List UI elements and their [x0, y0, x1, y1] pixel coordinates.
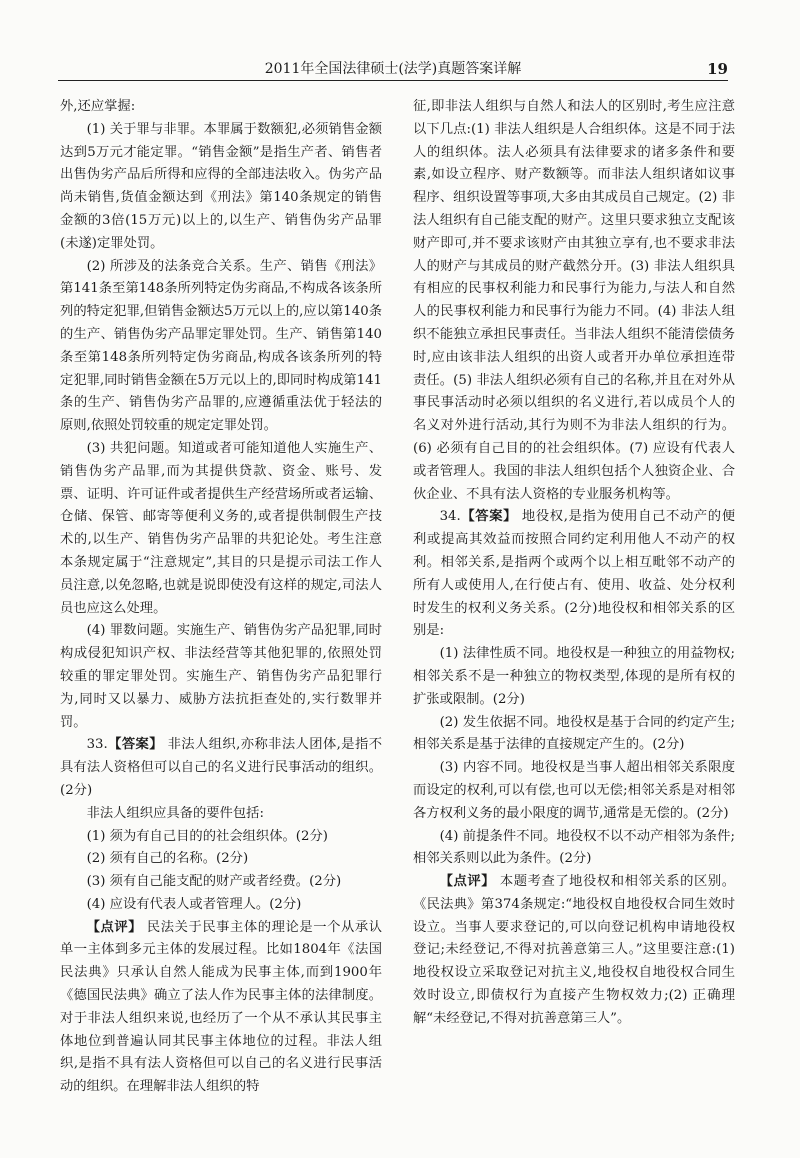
continued-paragraph: 征,即非法人组织与自然人和法人的区别时,考生应注意以下几点:(1) 非法人组织是人合组织体。这是不同于法人的组织体。法人必须具有法律要求的诸多条件和要素,如设立程序、财产数额等。而非法人组织诸如议事程序、组织设置等事项,大多由其成员自己规定。(2) 非法人组织有自己能支配的财产。这里只要求独立支配该财产即可,并不要求该财产由其独立享有,也不要求非法人的财产与其成员的财产截然分开。(3) 非法人组织具有相应的民事权利能力和民事行为能力,与法人和自然人的民事权利能力和民事行为能力不同。(4) 非法人组织不能独立承担民事责任。当非法人组织不能清偿债务时,应由该非法人组织的出资人或者开办单位承担连带责任。(5) 非法人组织必须有自己的名称,并且在对外从事民事活动时必须以组织的名义进行,若以成员个人的名义对外进行活动,其行为则不为非法人组织的行为。(6) 必须有自己目的的社会组织体。(7) 应设有代表人或者管理人。我国的非法人组织包括个人独资企业、合伙企业、不具有法人资格的专业服务机构等。 [413, 99, 735, 502]
body-paragraph: (1) 须为有自己目的的社会组织体。(2分) [86, 828, 328, 844]
body-paragraph: (2) 须有自己的名称。(2分) [86, 851, 249, 867]
body-paragraph: (2) 所涉及的法条竞合关系。生产、销售《刑法》第141条至第148条所列特定伪劣商品,不构成各该条所列的特定犯罪,但销售金额达5万元以上的,应以第140条的生产、销售伪劣产品罪定罪处罚。生产、销售第140条至第148条所列特定伪劣商品,构成各该条所列的特定犯罪,同时销售金额在5万元以上的,即同时构成第141条的生产、销售伪劣产品罪的,应遵循重法优于轻法的原则,依照处罚较重的规定定罪处罚。 [60, 258, 382, 434]
question-number: 33. [86, 737, 108, 753]
section-tag: 【答案】 [107, 737, 163, 753]
continued-paragraph: 外,还应掌握: [60, 99, 136, 114]
body-paragraph: (4) 应设有代表人或者管理人。(2分) [86, 896, 302, 912]
body-paragraph: (4) 罪数问题。实施生产、销售伪劣产品犯罪,同时构成侵犯知识产权、非法经营等其他犯罪的,依照处罚较重的罪定罪处罚。实施生产、销售伪劣产品犯罪行为,同时又以暴力、威胁方法抗拒查处的,实行数罪并罚。 [60, 623, 382, 730]
body-paragraph: (3) 共犯问题。知道或者可能知道他人实施生产、销售伪劣产品罪,而为其提供贷款、资金、账号、发票、证明、许可证件或者提供生产经营场所或者运输、仓储、保管、邮寄等便利义务的,或者提供制假生产技术的,以生产、销售伪劣产品罪的共犯论处。考生注意本条规定属于“注意规定”,其目的只是提示司法工作人员注意,以免忽略,也就是说即使没有这样的规定,司法人员也应这么处理。 [60, 440, 382, 616]
body-paragraph: (1) 法律性质不同。地役权是一种独立的用益物权;相邻关系不是一种独立的物权类型,体现的是所有权的扩张或限制。(2分) [413, 646, 735, 707]
section-tag: 【点评】 [86, 919, 143, 935]
body-paragraph: (2) 发生依据不同。地役权是基于合同的约定产生;相邻关系是基于法律的直接规定产生的。(2分) [413, 714, 735, 753]
paragraph-text: 地役权,是指为使用自己不动产的便利或提高其效益而按照合同约定利用他人不动产的权利。相邻关系,是指两个或两个以上相互毗邻不动产的所有人或使用人,在行使占有、使用、收益、处分权利时发生的权利义务关系。(2分)地役权和相邻关系的区别是: [413, 509, 736, 639]
comment-paragraph [413, 871, 735, 1031]
section-tag: 【点评】 [439, 874, 496, 890]
header-title: 2011年全国法律硕士(法学)真题答案详解 [264, 61, 522, 77]
right-column [413, 96, 735, 1031]
section-tag: 【答案】 [460, 509, 518, 525]
body-paragraph: (3) 内容不同。地役权是当事人超出相邻关系限度而设定的权利,可以有偿,也可以无偿;相邻关系是对相邻各方权利义务的最小限度的调节,通常是无偿的。(2分) [413, 760, 735, 821]
running-header [58, 58, 728, 81]
question-number: 34. [439, 509, 461, 525]
answer-paragraph [60, 734, 382, 802]
body-paragraph: (3) 须有自己能支配的财产或者经费。(2分) [86, 874, 342, 890]
page-number: 19 [707, 60, 728, 78]
paragraph-text: 民法关于民事主体的理论是一个从承认单一主体到多元主体的发展过程。比如1804年《法国民法典》只承认自然人能成为民事主体,而到1900年《德国民法典》确立了法人作为民事主体的法律制度。对于非法人组织来说,也经历了一个从不承认其民事主体地位到普遍认同其民事主体地位的过程。非法人组织,是指不具有法人资格但可以自己的名义进行民事活动的组织。在理解非法人组织的特 [60, 919, 382, 1095]
paragraph-text: 本题考查了地役权和相邻关系的区别。《民法典》第374条规定:“地役权自地役权合同生效时设立。当事人要求登记的,可以向登记机构申请地役权登记;未经登记,不得对抗善意第三人。”这里要注意:(1) 地役权设立采取登记对抗主义,地役权自地役权合同生效时设立,即债权行为直接产生物权效力;(2) 正确理解“未经登记,不得对抗善意第三人”。 [413, 874, 735, 1026]
answer-paragraph [413, 506, 735, 643]
body-paragraph: 非法人组织应具备的要件包括: [86, 805, 264, 821]
left-column [60, 96, 382, 1099]
body-paragraph: (1) 关于罪与非罪。本罪属于数额犯,必须销售金额达到5万元才能定罪。“销售金额”是指生产者、销售者出售伪劣产品后所得和应得的全部违法收入。伪劣产品尚未销售,货值金额达到《刑法》第140条规定的销售金额的3倍(15万元)以上的,以生产、销售伪劣产品罪(未遂)定罪处罚。 [60, 121, 382, 251]
body-paragraph: (4) 前提条件不同。地役权不以不动产相邻为条件;相邻关系则以此为条件。(2分) [413, 828, 735, 867]
comment-paragraph [60, 917, 382, 1099]
paragraph-text: 非法人组织,亦称非法人团体,是指不具有法人资格但可以自己的名义进行民事活动的组织。(2分) [60, 737, 382, 798]
